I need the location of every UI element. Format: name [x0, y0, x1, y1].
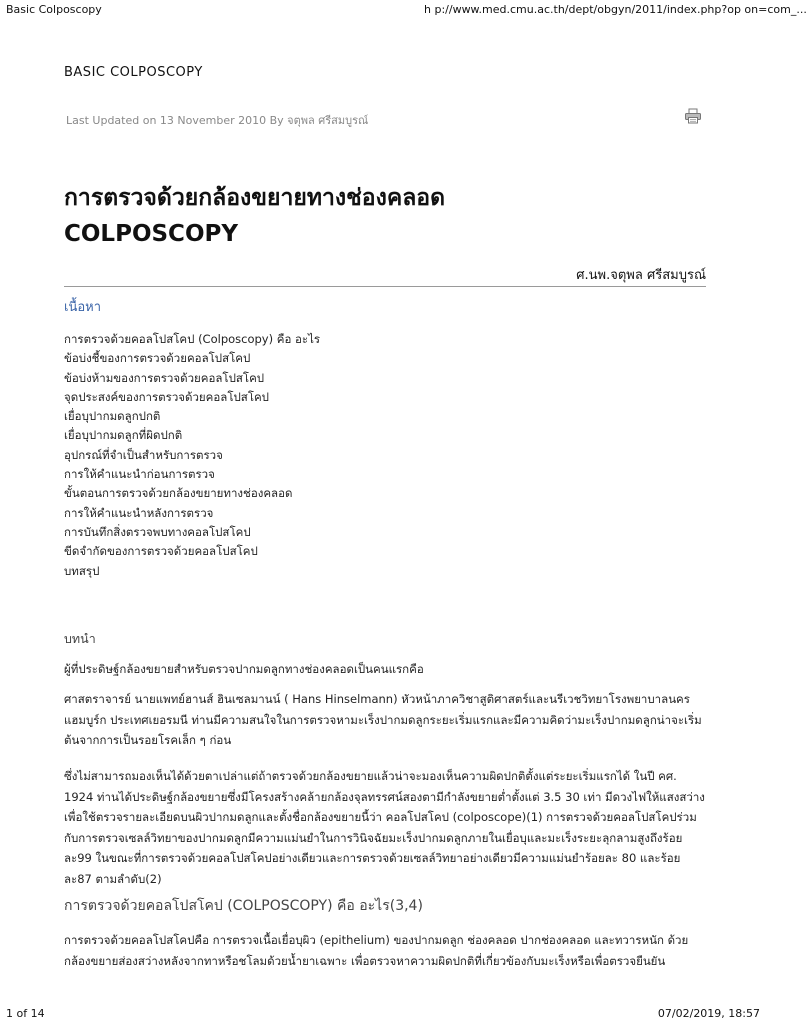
article-title[interactable]: BASIC COLPOSCOPY — [64, 65, 203, 80]
print-url: h p://www.med.cmu.ac.th/dept/obgyn/2011/index.php?op on=com_... — [424, 3, 807, 16]
table-of-contents — [64, 330, 320, 581]
toc-item[interactable]: การให้คำแนะนำหลังการตรวจ — [64, 505, 214, 520]
toc-item[interactable]: การให้คำแนะนำก่อนการตรวจ — [64, 467, 215, 482]
author-name: ศ.นพ.จตุพล ศรีสมบูรณ์ — [576, 268, 706, 283]
heading-english: COLPOSCOPY — [64, 221, 239, 247]
toc-item[interactable]: เยื่อบุปากมดลูกปกติ — [64, 409, 161, 424]
body-paragraph: ซึ่งไม่สามารถมองเห็นได้ด้วยตาเปล่าแต่ถ้าตรวจด้วยกล้องขยายแล้วน่าจะมองเห็นความผิดปกติตั้งแต่ระยะเริ่มแรกได้ ในปี คศ. 1924 ท่านได้ประดิษฐ์กล้องขยายซึ่งมีโครงสร้างคล้ายกล้องจุลทรรศน์สองตามีกำลังขยายต่ำตั้งแต่ 3.5 30 เท่า มีดวงไฟให้แสงสว่างเพื่อใช้ตรวจรายละเอียดบนผิวปากมดลูกและตั้งชื่อกล้องขยายนี้ว่า คอลโปสโคป (colposcope)(1) การตรวจด้วยคอลโปสโคปร่วมกับการตรวจเซลล์วิทยาของปากมดลูกมีความแม่นยำในการวินิจฉัยมะเร็งปากมดลูกภายในเยื่อบุและมะเร็งระยะลุกลามสูงถึงร้อยละ99 ในขณะที่การตรวจด้วยคอลโปสโคปอย่างเดียวและการตรวจด้วยเซลล์วิทยาอย่างเดียวมีความแม่นยำร้อยละ 80 และร้อยละ87 ตามลำดับ(2) — [64, 769, 705, 886]
print-header — [0, 0, 807, 18]
toc-title: เนื้อหา — [64, 300, 102, 315]
article-meta: Last Updated on 13 November 2010 By จตุพล ศรีสมบูรณ์ — [66, 114, 369, 127]
section-subheading: การตรวจด้วยคอลโปสโคป (COLPOSCOPY) คือ อะไร(3,4) — [64, 898, 423, 914]
body-paragraph: ผู้ที่ประดิษฐ์กล้องขยายสำหรับตรวจปากมดลูกทางช่องคลอดเป็นคนแรกคือ — [64, 662, 424, 676]
page-counter: 1 of 14 — [6, 1007, 45, 1020]
toc-item[interactable]: ขั้นตอนการตรวจด้วยกล้องขยายทางช่องคลอด — [64, 486, 293, 501]
toc-item[interactable]: ข้อบ่งห้ามของการตรวจด้วยคอลโปสโคป — [64, 370, 265, 385]
toc-item[interactable]: บทสรุป — [64, 563, 100, 578]
divider — [64, 286, 706, 287]
print-datetime: 07/02/2019, 18:57 — [657, 1007, 760, 1020]
print-footer — [0, 1004, 768, 1024]
toc-item[interactable]: อุปกรณ์ที่จำเป็นสำหรับการตรวจ — [64, 447, 223, 462]
toc-item[interactable]: ขีดจำกัดของการตรวจด้วยคอลโปสโคป — [64, 544, 258, 559]
toc-item[interactable]: ข้อบ่งชี้ของการตรวจด้วยคอลโปสโคป — [64, 351, 251, 366]
heading-thai: การตรวจด้วยกล้องขยายทางช่องคลอด — [64, 185, 446, 211]
toc-item[interactable]: จุดประสงค์ของการตรวจด้วยคอลโปสโคป — [64, 389, 269, 404]
toc-item[interactable]: การบันทึกสิ่งตรวจพบทางคอลโปสโคป — [64, 524, 251, 539]
printer-icon[interactable] — [684, 108, 702, 124]
print-page-title: Basic Colposcopy — [6, 3, 102, 16]
toc-item[interactable]: การตรวจด้วยคอลโปสโคป (Colposcopy) คือ อะไร — [64, 332, 321, 346]
body-paragraph: การตรวจด้วยคอลโปสโคปคือ การตรวจเนื้อเยื่อบุผิว (epithelium) ของปากมดลูก ช่องคลอด ปากช่องคลอด และทวารหนัก ด้วยกล้องขยายส่องสว่างหลังจากทาหรือชโลมด้วยน้ำยาเฉพาะ เพื่อตรวจหาความผิดปกติที่เกี่ยวข้องกับมะเร็งหรือเพื่อตรวจยืนยัน — [64, 933, 689, 968]
body-paragraph: ศาสตราจารย์ นายแพทย์ฮานส์ ฮินเซลมานน์ ( Hans Hinselmann) หัวหน้าภาควิชาสูติศาสตร์และนรีเวชวิทยาโรงพยาบาลนครแฮมบูร์ก ประเทศเยอรมนี ท่านมีความสนใจในการตรวจหามะเร็งปากมดลูกระยะเริ่มแรกและมีความคิดว่ามะเร็งปากมดลูกน่าจะเริ่มต้นจากการเป็นรอยโรคเล็ก ๆ ก่อน — [64, 692, 702, 747]
toc-item[interactable]: เยื่อบุปากมดลูกที่ผิดปกติ — [64, 428, 183, 443]
intro-heading: บทนำ — [64, 631, 96, 646]
